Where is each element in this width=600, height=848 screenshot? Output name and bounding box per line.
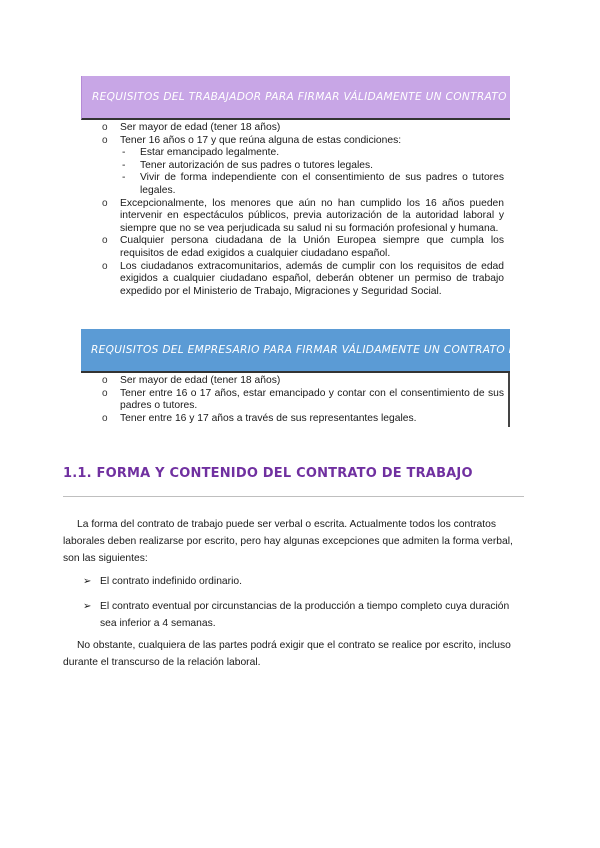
paragraph-form: La forma del contrato de trabajo puede ser verbal o escrita. Actualmente todos los contratos laborales deben realizarse por escrito, pero hay algunas excepciones que admiten la forma verbal, son las siguientes:	[63, 519, 513, 564]
employer-requirements-box	[81, 329, 577, 427]
worker-requirements-header: REQUISITOS DEL TRABAJADOR PARA FIRMAR VÁLIDAMENTE UN CONTRATO DE TRABAJO	[81, 76, 510, 120]
list-item: - Estar emancipado legalmente.	[122, 147, 280, 159]
list-item: o Ser mayor de edad (tener 18 años)	[102, 375, 281, 386]
list-item: o Tener 16 años o 17 y que reúna alguna de estas condiciones: - Estar emancipado legalmente. - Tener autorización de sus padres o tutores legales. - Vivir de forma independiente con el consentimiento de sus padres o tutores legales.	[102, 134, 504, 196]
circle-bullet-icon: o	[102, 412, 108, 424]
dash-bullet-icon: -	[122, 172, 126, 184]
list-item: ➢ El contrato indefinido ordinario.	[63, 573, 524, 590]
list-item: - Vivir de forma independiente con el consentimiento de sus padres o tutores legales.	[122, 172, 504, 196]
arrow-bullet-icon: ➢	[83, 576, 92, 587]
exceptions-list	[63, 598, 524, 632]
worker-requirements-box	[81, 76, 579, 309]
section-title: 1.1. FORMA Y CONTENIDO DEL CONTRATO DE TRABAJO	[63, 466, 473, 481]
dash-bullet-icon: -	[122, 147, 126, 159]
circle-bullet-icon: o	[102, 235, 108, 247]
arrow-bullet-icon: ➢	[83, 601, 92, 612]
circle-bullet-icon: o	[102, 122, 108, 133]
employer-requirements-body	[81, 373, 510, 427]
list-item: ➢ El contrato eventual por circunstancias de la producción a tiempo completo cuya duración sea inferior a 4 semanas.	[63, 598, 524, 632]
exceptions-list	[63, 573, 524, 590]
section-divider	[63, 496, 524, 497]
paragraph-note: No obstante, cualquiera de las partes podrá exigir que el contrato se realice por escrito, incluso durante el transcurso de la relación laboral.	[63, 640, 511, 668]
list-item: o Cualquier persona ciudadana de la Unión Europea siempre que cumpla los requisitos de edad exigidos a cualquier ciudadano español.	[102, 235, 504, 259]
list-item: o Tener entre 16 o 17 años, estar emancipado y contar con el consentimiento de sus padres o tutores.	[102, 387, 504, 412]
list-item: o Ser mayor de edad (tener 18 años)	[102, 122, 281, 133]
worker-conditions-sublist	[120, 147, 504, 197]
worker-requirements-body	[81, 120, 510, 309]
employer-requirements-list	[81, 373, 510, 425]
list-item: o Excepcionalmente, los menores que aún no han cumplido los 16 años pueden intervenir en espectáculos públicos, previa autorización de la autoridad laboral y siempre que no se vea perjudicada su salud ni su formación profesional y humana.	[102, 197, 504, 234]
list-item: o Los ciudadanos extracomunitarios, además de cumplir con los requisitos de edad exigidos a cualquier ciudadano español, deberán obtener un permiso de trabajo expedido por el Ministerio de Trabajo, Migraciones y Seguridad Social.	[102, 260, 504, 297]
list-item: - Tener autorización de sus padres o tutores legales.	[122, 159, 373, 171]
dash-bullet-icon: -	[122, 159, 126, 171]
worker-requirements-list	[81, 120, 510, 298]
circle-bullet-icon: o	[102, 134, 108, 146]
employer-requirements-header: REQUISITOS DEL EMPRESARIO PARA FIRMAR VÁLIDAMENTE UN CONTRATO DE TRABAJO	[81, 329, 510, 373]
circle-bullet-icon: o	[102, 387, 108, 399]
list-item: o Tener entre 16 y 17 años a través de sus representantes legales.	[102, 412, 417, 424]
circle-bullet-icon: o	[102, 197, 108, 209]
circle-bullet-icon: o	[102, 375, 108, 386]
circle-bullet-icon: o	[102, 260, 108, 272]
